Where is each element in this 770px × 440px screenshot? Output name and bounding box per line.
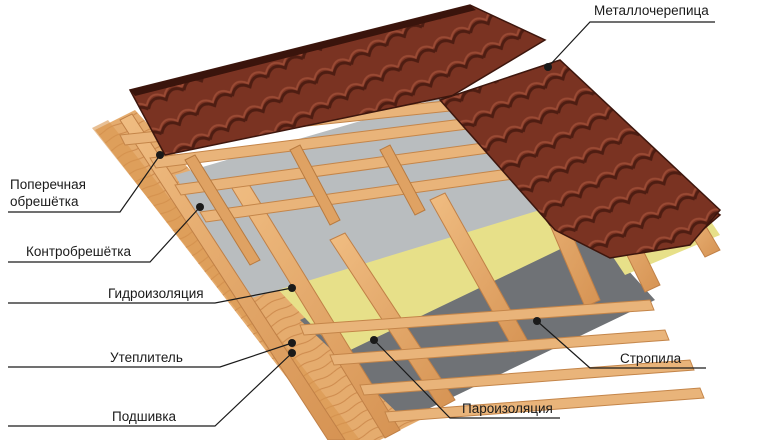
- label-counter-batten: Контробрешётка: [26, 244, 132, 259]
- label-soffit: Подшивка: [112, 409, 177, 424]
- label-cross-batten: [10, 176, 86, 210]
- label-insulation: Утеплитель: [110, 350, 183, 365]
- label-cross-batten-line1: Поперечная: [10, 177, 86, 192]
- label-rafters: Стропила: [620, 351, 682, 366]
- label-cross-batten-line2: обрешётка: [10, 194, 79, 209]
- label-metal-tile: Металлочерепица: [594, 3, 709, 18]
- label-waterproofing: Гидроизоляция: [108, 286, 204, 301]
- label-vapor-barrier: Пароизоляция: [462, 401, 553, 416]
